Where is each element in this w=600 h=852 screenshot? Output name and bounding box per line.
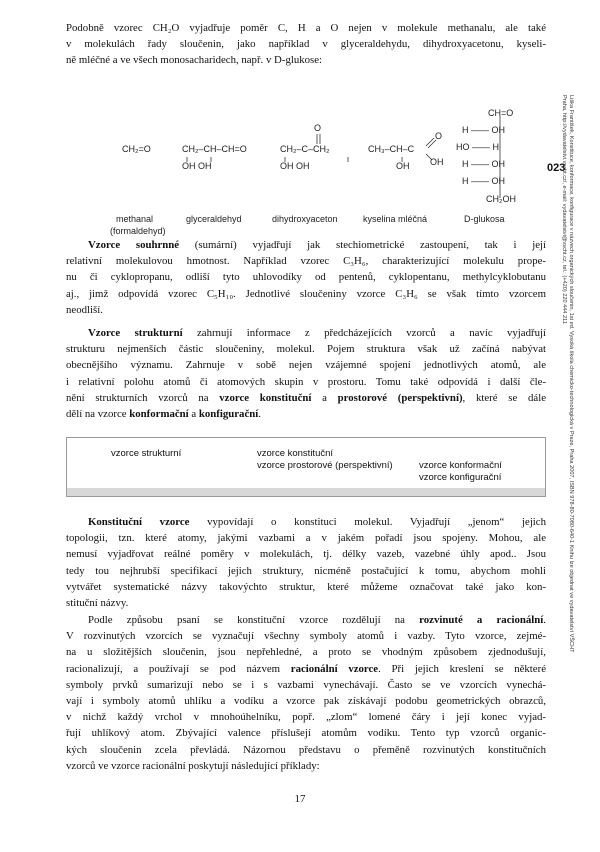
label-methanal: methanal bbox=[116, 214, 154, 224]
side-citation bbox=[560, 95, 573, 655]
strukturni-line-2: strukturu nejmenších částic sloučeniny, molekul. Pojem struktura však už začíná nabývat bbox=[66, 343, 546, 356]
diagram-strukturni: vzorce strukturní bbox=[111, 448, 182, 459]
strukturni-line-5 bbox=[66, 390, 546, 406]
label-d-glukosa: D-glukosa bbox=[464, 214, 505, 224]
konstitucni-line-2: topologii, tzn. které atomy, jakými vazbami a v jakém pořadí jsou spojeny. Mohou, ale bbox=[66, 532, 546, 545]
strukturni-text-6e: . bbox=[258, 408, 261, 421]
strukturni-line-6 bbox=[66, 406, 546, 422]
strukturni-text-5e: , které se dále bbox=[462, 391, 546, 404]
paragraph-souhrnne bbox=[66, 237, 546, 318]
intro-line-3: ně mléčné a ve všech monosacharidech, např. v D-glukose: bbox=[66, 54, 323, 67]
intro-paragraph bbox=[66, 20, 546, 69]
side-citation-text: Liška František, Konstituce, konformace, konfigurace v názvech organických sloučenin, 1st ed. Vysoká škola chemicko-technologická v Praze, Praha 2007, ISBN 978-80-7080-640-1 Knihu lze objednat ve vydavatelství VŠCHT Praha, http://vydavatelstvi.vscht.cz/, e-mail: vydavatelstvi@vscht.cz, tel.: (+420) 220 444 211 bbox=[561, 95, 574, 653]
konstitucni-text-1: vypovídají o konstituci molekul. Vyjadřují „jenom“ jejich bbox=[189, 516, 547, 528]
term-vzorce-konstitucni: vzorce konstituční bbox=[219, 391, 312, 404]
strukturni-line-3: obecnějšího významu. Zahrnuje v sobě nejen vzájemné spojení jednotlivých atomů, ale bbox=[66, 359, 546, 372]
dihydroxyaceton-formula: CH₂–C–CH₂ bbox=[280, 144, 330, 154]
strukturni-line-1 bbox=[66, 325, 546, 341]
diagram-konfiguracni: vzorce konfigurační bbox=[419, 472, 502, 483]
structure-classification-diagram bbox=[66, 437, 546, 497]
souhrnne-line-1 bbox=[66, 237, 546, 253]
paragraph-konstitucni bbox=[66, 514, 546, 611]
zpusob-text-4a: racionalizují, a používají se pod názvem bbox=[66, 662, 291, 675]
methanal-formula: CH₂=O bbox=[122, 144, 151, 154]
konstitucni-line-1 bbox=[66, 514, 546, 530]
term-konformacni: konformační bbox=[129, 408, 189, 421]
term-vzorce-souhrnne: Vzorce souhrnné bbox=[88, 239, 180, 251]
strukturni-text-1: zahrnují informace z předcházejících vzorců a navíc vyjadřují bbox=[182, 327, 546, 339]
konstitucni-line-4: tedy tou nejhrubší specifikací jejich struktury, nicméně postačující k tomu, abychom mohli bbox=[66, 564, 546, 577]
glyceraldehyd-formula: CH₂–CH–CH=O bbox=[182, 144, 247, 154]
term-prostorove: prostorové (perspektivní) bbox=[337, 391, 463, 404]
zpusob-line-7: v nichž každý vrchol v mnohoúhelníku, popř. „zlom“ lomené čáry i její konec vyjad- bbox=[66, 711, 546, 724]
zpusob-line-8: řují uhlíkový atom. Zbývající valence příslušejí atomům vodíku. Tento typ vzorců organic- bbox=[66, 727, 546, 740]
glukosa-row-2: HO —— H bbox=[456, 142, 500, 152]
zpusob-line-4 bbox=[66, 661, 546, 677]
term-racionalni-vzorce: racionální vzorce bbox=[290, 662, 379, 675]
label-formaldehyd: (formaldehyd) bbox=[110, 226, 166, 236]
zpusob-text-1c: . bbox=[543, 614, 546, 626]
zpusob-text-1a: Podle způsobu psaní se konstituční vzorce rozdělují na bbox=[88, 614, 420, 626]
label-dihydroxyaceton: dihydroxyaceton bbox=[272, 214, 338, 224]
strukturni-text-6c: a bbox=[188, 408, 199, 421]
intro-line-1: Podobně vzorec CH₂O vyjadřuje poměr C, H a O nejen v molekule methanalu, ale také bbox=[66, 22, 546, 34]
diagram-shadow bbox=[67, 488, 545, 496]
mlecna-oh-right: OH bbox=[430, 157, 444, 167]
term-rozvinute-racionalni: rozvinuté a racionální bbox=[419, 614, 544, 626]
label-kyselina-mlecna: kyselina mléčná bbox=[363, 214, 428, 224]
mlecna-oh: OH bbox=[396, 161, 410, 171]
paragraph-strukturni bbox=[66, 325, 546, 422]
souhrnne-text-1: (sumární) vyjadřují jak stechiometrické zastoupení, tak i její bbox=[179, 239, 546, 251]
souhrnne-line-4: aj., jimž odpovídá vzorec C₅H₁₀. Jednotlivé sloučeniny vzorce C₃H₆ se však tímto vzorcem bbox=[66, 287, 546, 300]
glukosa-row-3: H —— OH bbox=[462, 159, 506, 169]
strukturni-text-5c: a bbox=[311, 391, 338, 404]
mlecna-o: O bbox=[435, 131, 443, 141]
strukturni-text-5a: nění strukturních vzorců na bbox=[66, 391, 220, 404]
term-konstitucni-vzorce: Konstituční vzorce bbox=[88, 516, 190, 528]
souhrnne-line-5: neodliší. bbox=[66, 303, 103, 316]
dihydroxyaceton-o: O bbox=[314, 123, 322, 133]
strukturni-text-6a: dělí na vzorce bbox=[66, 408, 130, 421]
zpusob-line-5: symboly prvků sumarizují nebo se i s vazbami vynechávají. Často se ve vzorcích vynechá- bbox=[66, 678, 546, 691]
side-code: 023 bbox=[547, 162, 566, 174]
zpusob-line-3: na u složitějších sloučenin, jsou nepřehledné, a proto se vhodným způsobem zjednodušují, bbox=[66, 646, 546, 659]
term-vzorce-strukturni: Vzorce strukturní bbox=[88, 327, 183, 339]
zpusob-text-4c: . Při jejich kreslení se některé bbox=[378, 662, 546, 675]
glukosa-top: CH=O bbox=[488, 108, 514, 118]
konstitucni-line-3: nemusí vyjadřovat reálné poměry v molekulách, tj. délky vazeb, vazebné úhly apod.. Jsou bbox=[66, 548, 546, 561]
term-konfiguracni: konfigurační bbox=[198, 408, 259, 421]
diagram-prostorove: vzorce prostorové (perspektivní) bbox=[257, 460, 393, 471]
chemical-structures bbox=[66, 102, 546, 242]
zpusob-line-1 bbox=[66, 612, 546, 628]
page-number: 17 bbox=[294, 793, 306, 805]
zpusob-line-10: vzorců ve vzorce racionální poskytují následující příklady: bbox=[66, 759, 320, 772]
konstitucni-line-6: stituční názvy. bbox=[66, 597, 129, 610]
intro-line-2: v molekulách řady sloučenin, jako například v glyceraldehydu, dihydroxyacetonu, kyseli- bbox=[66, 38, 546, 51]
glukosa-row-1: H —— OH bbox=[462, 125, 506, 135]
label-glyceraldehyd: glyceraldehyd bbox=[186, 214, 242, 224]
glukosa-row-4: H —— OH bbox=[462, 176, 506, 186]
konstitucni-line-5: vytvářet systematické názvy takovýchto struktur, které můžeme označovat také jako kon- bbox=[66, 580, 546, 593]
strukturni-line-4: i relativní polohu atomů či atomových skupin v prostoru. Tomu také odpovídá i další čle- bbox=[66, 375, 546, 388]
dihydroxyaceton-oh: OH OH bbox=[280, 161, 310, 171]
paragraph-zpusob-psani bbox=[66, 612, 546, 774]
zpusob-line-2: V rozvinutých vzorcích se vyznačují všechny symboly atomů i vazby. Tyto vzorce, zejmé- bbox=[66, 630, 546, 643]
souhrnne-line-2: relativní molekulovou hmotnost. Například vzorec C₃H₆, charakterizující molekulu prope- bbox=[66, 255, 546, 268]
zpusob-line-9: kých sloučenin zcela převládá. Názornou představu o přeměně rozvinutých konstitučních bbox=[66, 743, 546, 756]
diagram-konstitucni: vzorce konstituční bbox=[257, 448, 334, 459]
mlecna-formula: CH₃–CH–C bbox=[368, 144, 415, 154]
zpusob-line-6: vají i symboly atomů uhlíku a vodíku a vzorce pak získávají podobu geometrických obrazců, bbox=[66, 695, 546, 708]
glyceraldehyd-oh: OH OH bbox=[182, 161, 212, 171]
glukosa-bottom: CH₂OH bbox=[486, 194, 516, 204]
diagram-konformacni: vzorce konformační bbox=[419, 460, 502, 471]
souhrnne-line-3: nu či cyklopropanu, odliší tyto uhlovodíky od pentenů, cyklopentanu, methylcyklobutanu bbox=[66, 271, 546, 284]
